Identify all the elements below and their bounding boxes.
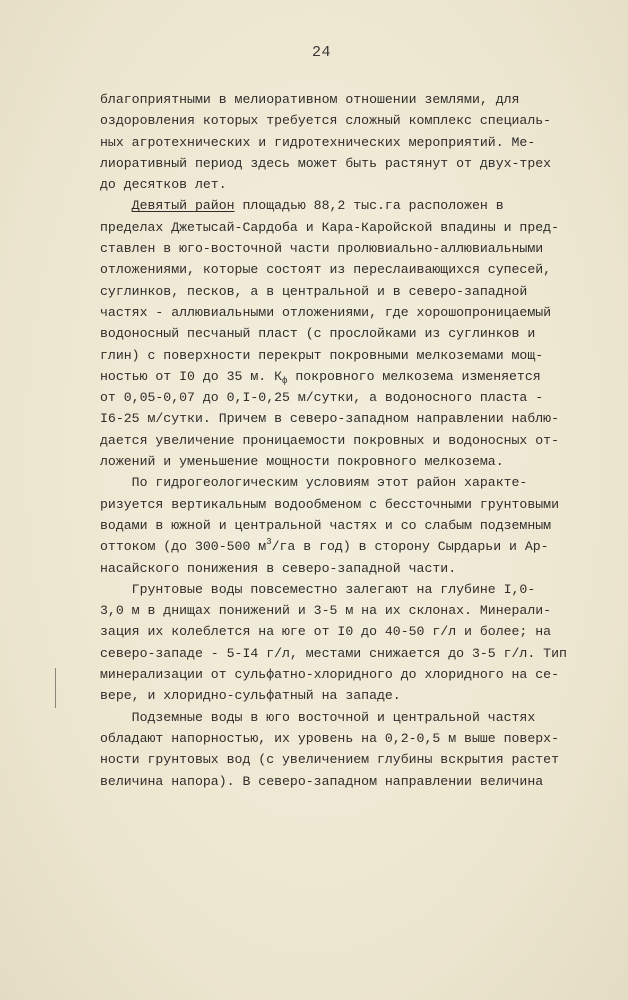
text-span: оттоком (до 300-500 м: [100, 539, 267, 555]
text-line: ставлен в юго-восточной части пролювиально-аллювиальными: [100, 241, 544, 257]
text-line: водоносный песчаный пласт (с прослойками из суглинков и: [100, 326, 536, 342]
text-span: /га в год) в сторону Сырдарьи и Ар-: [271, 539, 549, 555]
district-heading: Девятый район: [131, 198, 235, 214]
text-line: суглинков, песков, а в центральной и в северо-западной: [100, 283, 528, 299]
text-line: минерализации от сульфатно-хлоридного до хлоридного на се-: [100, 667, 559, 683]
text-line: до десятков лет.: [100, 177, 227, 193]
text-line: Подземные воды в юго восточной и центральной частях: [100, 709, 536, 725]
text-line: зация их колеблется на юге от I0 до 40-50 г/л и более; на: [100, 624, 552, 640]
text-line: [100, 536, 600, 557]
text-line: 3,0 м в днищах понижений и 3-5 м на их склонах. Минерали-: [100, 603, 552, 619]
text-line: пределах Джетысай-Сардоба и Кара-Каройской впадины и пред-: [100, 219, 559, 235]
text-line: ложений и уменьшение мощности покровного мелкозема.: [100, 454, 504, 470]
superscript: 3: [266, 537, 272, 548]
text-line: насайского понижения в северо-западной части.: [100, 560, 457, 576]
text-line: глин) с поверхности перекрыт покровными мелкоземами мощ-: [100, 347, 544, 363]
text-line: вере, и хлоридно-сульфатный на западе.: [100, 688, 401, 704]
text-line: величина напора). В северо-западном направлении величина: [100, 773, 544, 789]
text-line: отложениями, которые состоят из переслаивающихся супесей,: [100, 262, 552, 278]
text-line: I6-25 м/сутки. Причем в северо-западном направлении наблю-: [100, 411, 559, 427]
margin-mark: [55, 668, 56, 708]
body-text: [100, 89, 600, 792]
text-line: ных агротехнических и гидротехнических мероприятий. Ме-: [100, 134, 536, 150]
text-span: покровного мелкозема изменяется: [287, 368, 541, 384]
text-line: частях - аллювиальными отложениями, где хорошопроницаемый: [100, 304, 552, 320]
text-line: северо-западе - 5-I4 г/л, местами снижается до 3-5 г/л. Тип: [100, 645, 567, 661]
text-line: ности грунтовых вод (с увеличением глубины вскрытия растет: [100, 752, 559, 768]
indent: [100, 198, 132, 213]
text-line: лиоративный период здесь может быть растянут от двух-трех: [100, 155, 552, 171]
page-number: 24: [312, 44, 332, 61]
text-line: оздоровления которых требуется сложный комплекс специаль-: [100, 113, 552, 129]
subscript: ф: [282, 375, 288, 386]
text-span: площадью 88,2 тыс.га расположен в: [234, 198, 504, 214]
text-line: благоприятными в мелиоративном отношении землями, для: [100, 92, 520, 107]
text-line: ризуется вертикальным водообменом с бессточными грунтовыми: [100, 496, 559, 512]
text-line: [100, 195, 600, 216]
text-line: [100, 366, 600, 387]
text-line: дается увеличение проницаемости покровных и водоносных от-: [100, 432, 559, 448]
text-line: обладают напорностью, их уровень на 0,2-0,5 м выше поверх-: [100, 730, 559, 746]
text-line: водами в южной и центральной частях и со слабым подземным: [100, 517, 552, 533]
text-line: По гидрогеологическим условиям этот район характе-: [100, 475, 528, 491]
text-span: ностью от I0 до 35 м. К: [100, 368, 283, 384]
text-line: от 0,05-0,07 до 0,I-0,25 м/сутки, а водоносного пласта -: [100, 390, 544, 406]
text-line: Грунтовые воды повсеместно залегают на глубине I,0-: [100, 581, 536, 597]
